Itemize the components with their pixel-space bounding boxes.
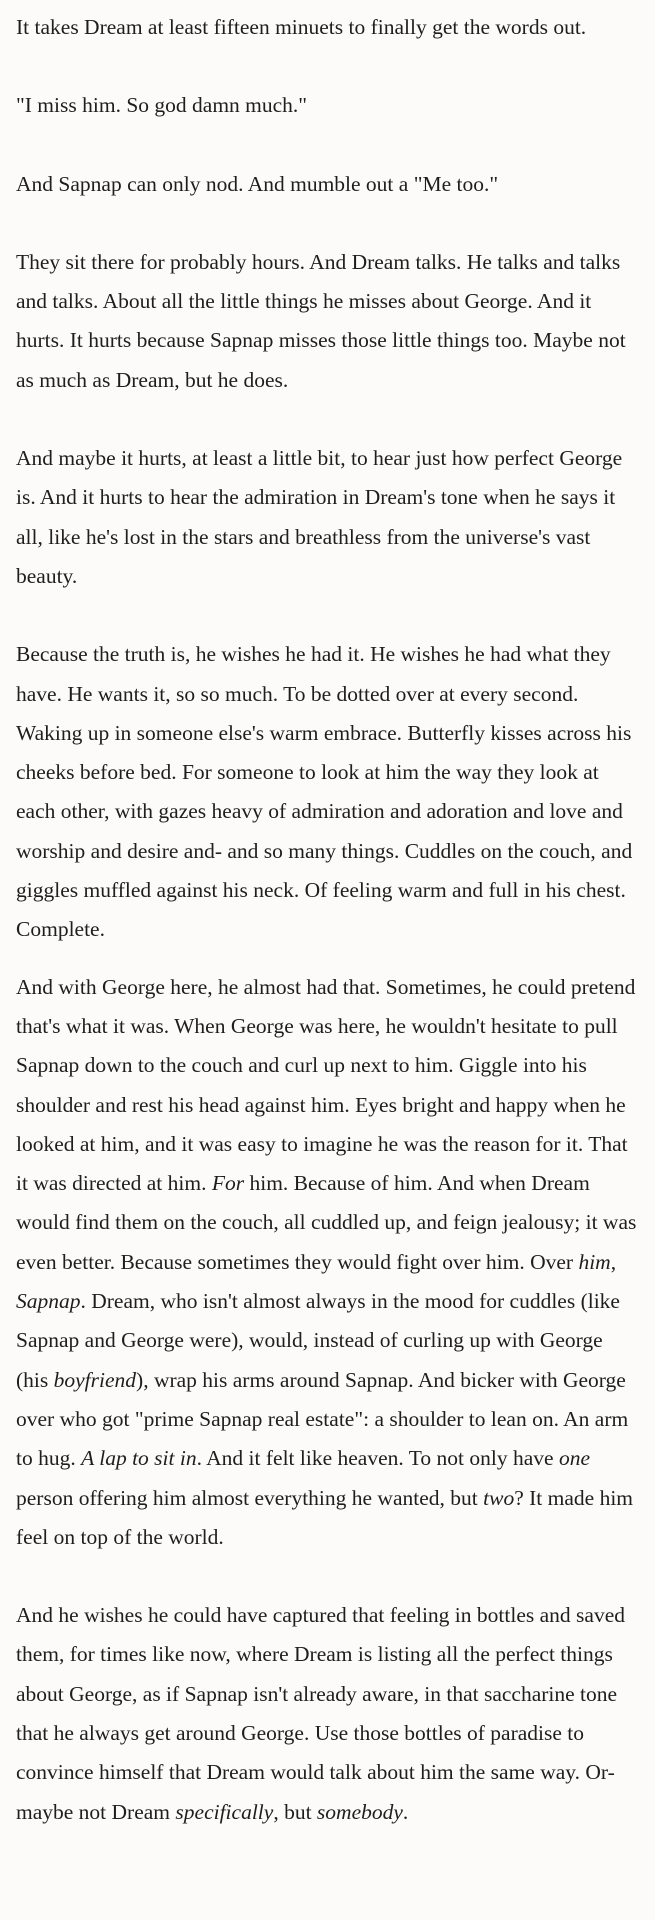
text-run: "I miss him. So god damn much." xyxy=(16,93,308,118)
paragraph-6 xyxy=(16,635,639,949)
text-run: , xyxy=(610,1249,617,1274)
text-run: . And it felt like heaven. To not only have xyxy=(196,1446,559,1471)
italic-run: one xyxy=(558,1446,590,1471)
text-run: It takes Dream at least fifteen minuets to finally get the words out. xyxy=(16,15,587,39)
italic-run: A lap to sit in xyxy=(81,1446,197,1471)
text-run: . xyxy=(402,1799,409,1824)
paragraph-4 xyxy=(16,243,639,400)
italic-run: For xyxy=(211,1171,245,1196)
italic-run: him xyxy=(578,1249,611,1274)
italic-run: boyfriend xyxy=(53,1367,137,1392)
paragraph-8 xyxy=(16,1596,639,1832)
text-run: And Sapnap can only nod. And mumble out a "Me too." xyxy=(16,171,499,196)
text-run: Because the truth is, he wishes he had it. He wishes he had what they have. He wants it, so so much. To be dotted over at every second. Waking up in someone else's warm embrace. Butterfly kisses across his cheeks before bed. For someone to look at him the way they look at each other, with gazes heavy of admiration and adoration and love and worship and desire and- and so many things. Cuddles on the couch, and giggles muffled against his neck. Of feeling warm and full in his chest. Complete. xyxy=(16,642,633,942)
text-run: And with George here, he almost had that. Sometimes, he could pretend that's what it was. When George was here, he wouldn't hesitate to pull Sapnap down to the couch and curl up next to him. Giggle into his shoulder and rest his head against him. Eyes bright and happy when he looked at him, and it was easy to imagine he was the reason for it. That it was directed at him. xyxy=(16,974,636,1196)
paragraph-5 xyxy=(16,439,639,596)
text-run: , but xyxy=(273,1799,317,1824)
text-run: And maybe it hurts, at least a little bit, to hear just how perfect George is. And it hurts to hear the admiration in Dream's tone when he says it all, like he's lost in the stars and breathless from the universe's vast beauty. xyxy=(16,446,623,588)
italic-run: specifically xyxy=(175,1799,274,1824)
paragraph-2 xyxy=(16,86,639,125)
paragraph-7 xyxy=(16,968,639,1557)
text-run: ), wrap his arms around Sapnap. And bicker with George over who got "prime Sapnap real estate": a shoulder to lean on. An arm to hug. xyxy=(16,1367,629,1471)
italic-run: somebody xyxy=(316,1799,403,1824)
text-run: him. Because of him. And when Dream would find them on the couch, all cuddled up, and feign jealousy; it was even better. Because sometimes they would fight over him. Over xyxy=(16,1171,637,1274)
text-run: . Dream, who isn't almost always in the mood for cuddles (like Sapnap and George were), would, instead of curling up with George (his xyxy=(16,1289,620,1392)
text-run: ? It made him feel on top of the world. xyxy=(16,1485,634,1549)
paragraph-3 xyxy=(16,165,639,204)
italic-run: two xyxy=(483,1485,515,1510)
text-run: And he wishes he could have captured that feeling in bottles and saved them, for times like now, where Dream is listing all the perfect things about George, as if Sapnap isn't already aware, in that saccharine tone that he always get around George. Use those bottles of paradise to convince himself that Dream would talk about him the same way. Or- maybe not Dream xyxy=(16,1603,625,1824)
text-run: They sit there for probably hours. And Dream talks. He talks and talks and talks. About all the little things he misses about George. And it hurts. It hurts because Sapnap misses those little things too. Maybe not as much as Dream, but he does. xyxy=(16,249,626,392)
italic-run: Sapnap xyxy=(16,1289,81,1314)
paragraph-1 xyxy=(16,8,639,47)
text-run: person offering him almost everything he wanted, but xyxy=(16,1485,484,1510)
